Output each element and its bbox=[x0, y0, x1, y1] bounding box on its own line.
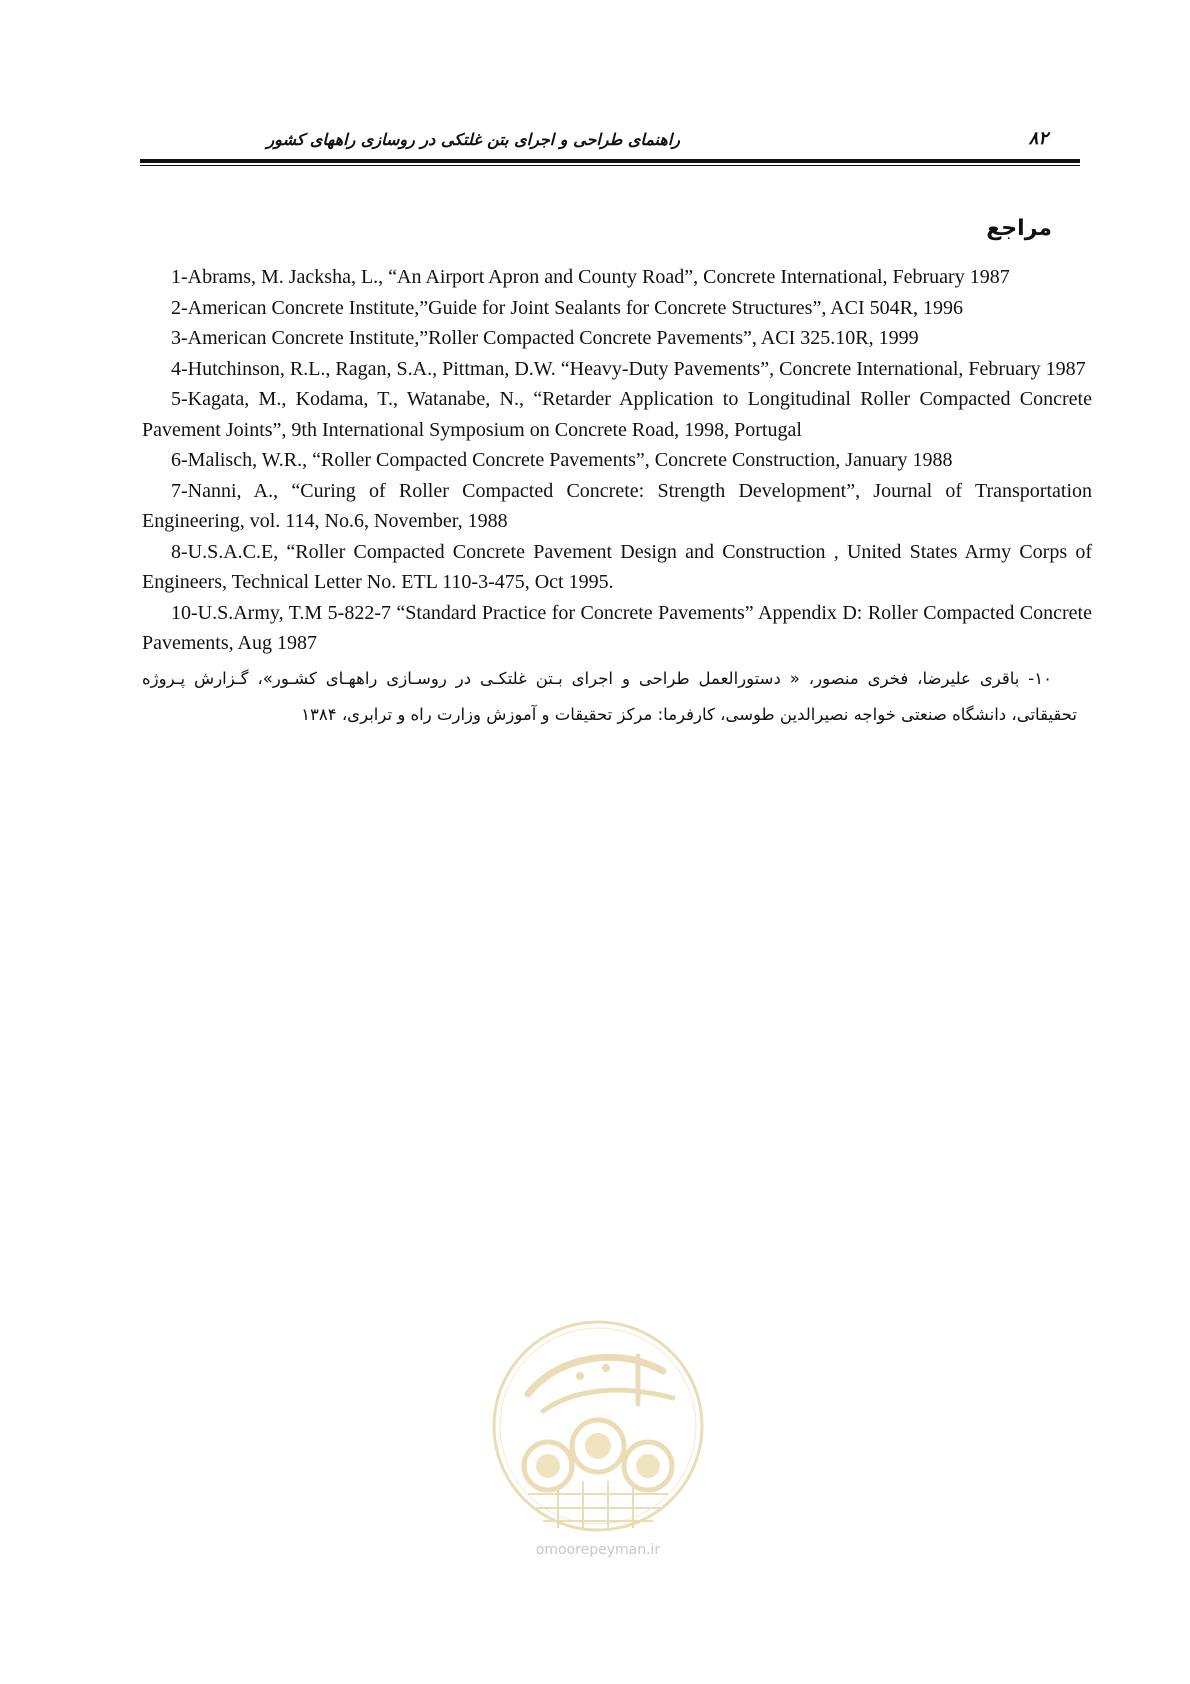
reference-list bbox=[142, 262, 1092, 733]
running-header-title: راهنمای طراحی و اجرای بتن غلتکی در روسازی راههای کشور bbox=[266, 130, 680, 149]
reference-item: 3-American Concrete Institute,”Roller Compacted Concrete Pavements”, ACI 325.10R, 1999 bbox=[171, 327, 919, 349]
watermark-url: omoorepeyman.ir bbox=[535, 1542, 661, 1558]
reference-item: 10-U.S.Army, T.M 5-822-7 “Standard Practice for Concrete Pavements” Appendix D: Roller Compacted Concrete Pavements, Aug 1987 bbox=[142, 601, 1092, 654]
reference-item-persian: ۱۰- باقری علیرضا، فخری منصور، « دستورالعمل طراحی و اجرای بـتن غلتکـی در روسـازی راههـای کشـور»، گـزارش پـروژه تحقیقاتی، دانشگاه صنعتی خواجه نصیرالدین طوسی، کارفرما: مرکز تحقیقات و آموزش وزارت راه و ترابری، ۱۳۸۴ bbox=[142, 668, 1077, 724]
references-heading: مراجع bbox=[986, 216, 1052, 241]
header-rule-thick bbox=[140, 159, 1080, 163]
reference-item: 7-Nanni, A., “Curing of Roller Compacted Concrete: Strength Development”, Journal of Transportation Engineering, vol. 114, No.6, November, 1988 bbox=[142, 479, 1092, 532]
watermark-logo-icon bbox=[488, 1316, 708, 1536]
reference-item: 6-Malisch, W.R., “Roller Compacted Concrete Pavements”, Concrete Construction, January 1988 bbox=[171, 449, 953, 471]
header-rule-thin bbox=[140, 165, 1080, 166]
reference-item: 4-Hutchinson, R.L., Ragan, S.A., Pittman, D.W. “Heavy-Duty Pavements”, Concrete International, February 1987 bbox=[171, 357, 1086, 380]
page-number: ۸۲ bbox=[1028, 128, 1048, 149]
reference-item: 1-Abrams, M. Jacksha, L., “An Airport Apron and County Road”, Concrete International, February 1987 bbox=[171, 266, 1010, 288]
reference-item: 5-Kagata, M., Kodama, T., Watanabe, N., “Retarder Application to Longitudinal Roller Compacted Concrete Pavement Joints”, 9th International Symposium on Concrete Road, 1998, Portugal bbox=[142, 388, 1092, 441]
reference-item: 8-U.S.A.C.E, “Roller Compacted Concrete Pavement Design and Construction , United States Army Corps of Engineers, Technical Letter No. ETL 110-3-475, Oct 1995. bbox=[142, 540, 1092, 593]
reference-item: 2-American Concrete Institute,”Guide for Joint Sealants for Concrete Structures”, ACI 504R, 1996 bbox=[171, 296, 964, 319]
page-header bbox=[140, 128, 1080, 160]
watermark bbox=[488, 1316, 708, 1556]
